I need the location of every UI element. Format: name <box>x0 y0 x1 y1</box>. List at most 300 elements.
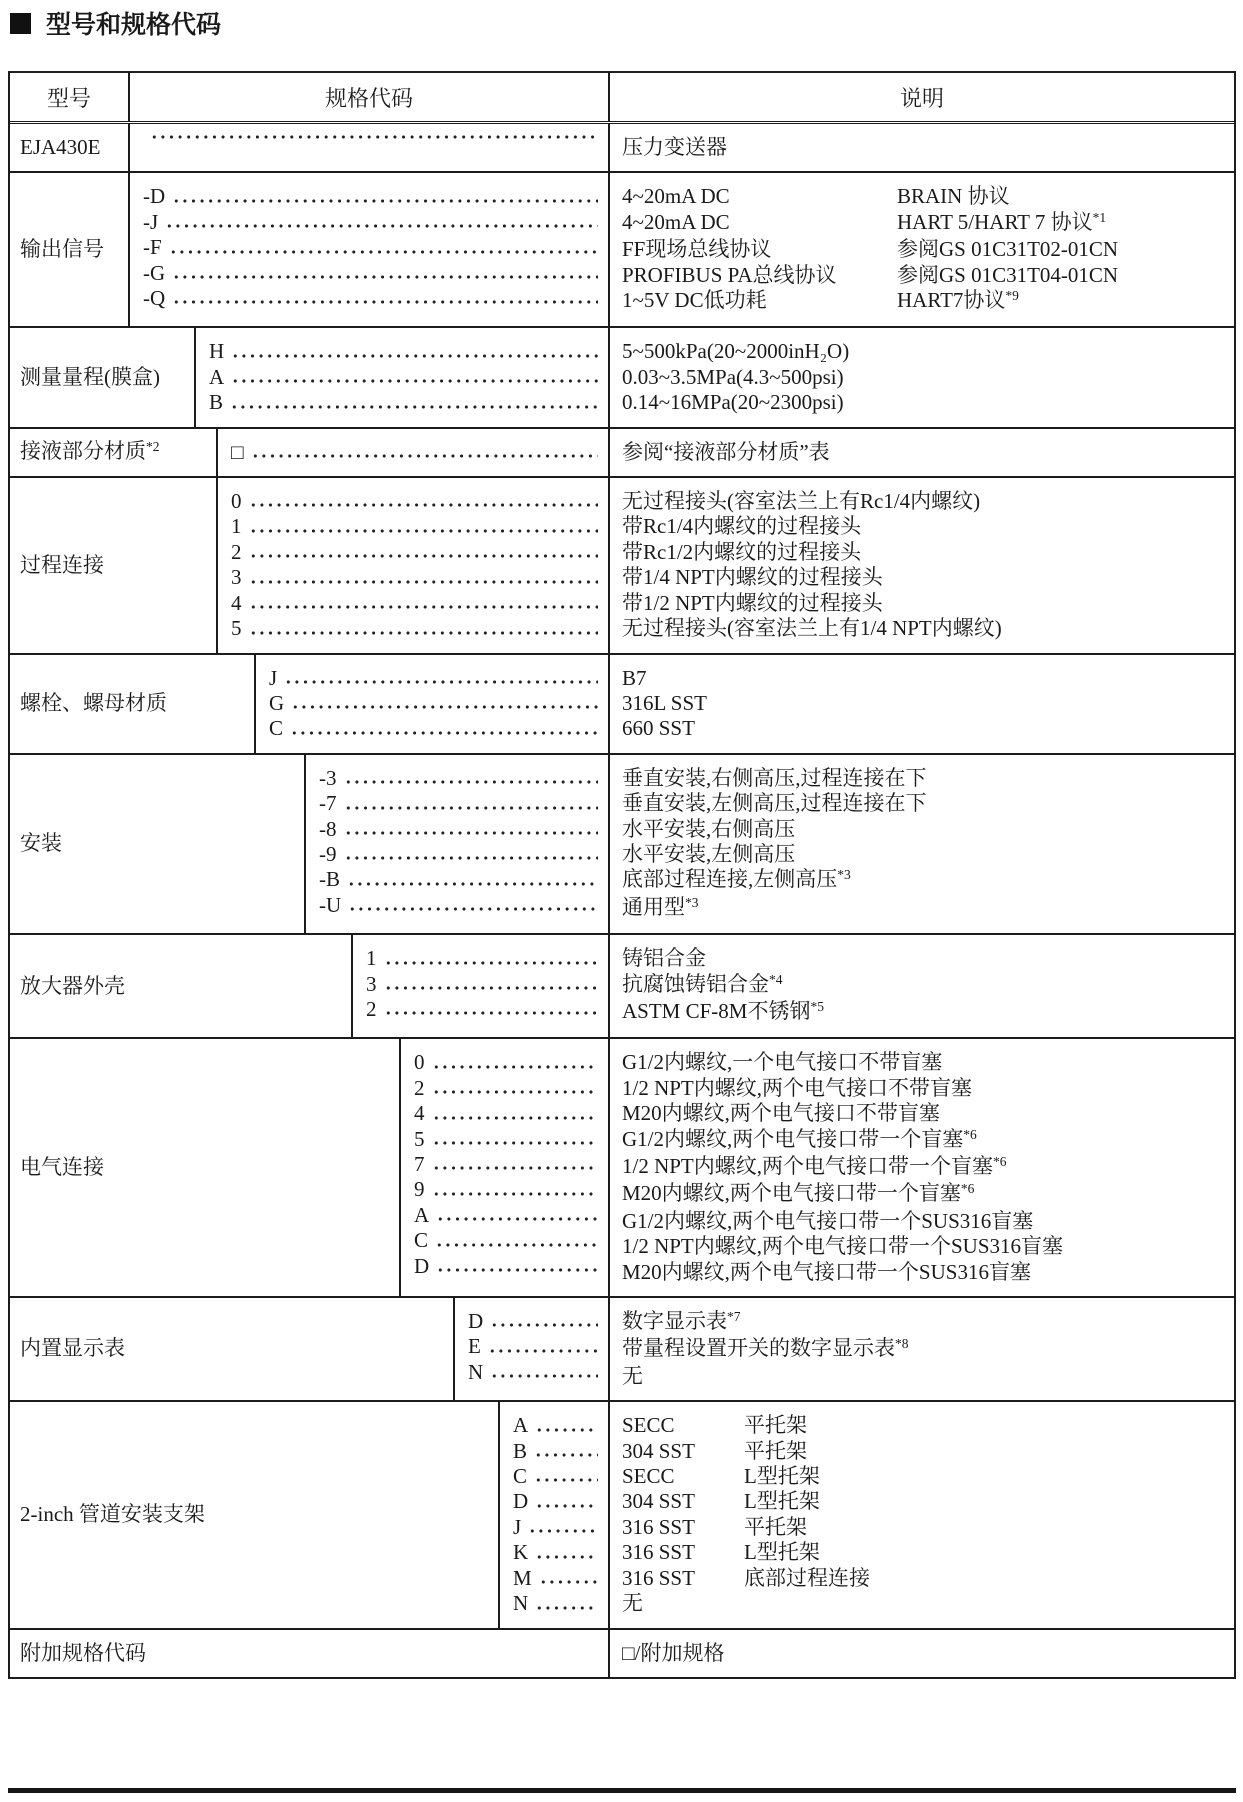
footnote-superscript: *6 <box>993 1154 1007 1169</box>
leader-dots <box>432 1116 599 1120</box>
description-line <box>622 1076 1226 1101</box>
leader-dots <box>249 580 599 584</box>
leader-dots <box>249 631 599 635</box>
code-line <box>231 514 600 539</box>
code-line <box>231 489 600 514</box>
description-secondary-text: 平托架 <box>744 1514 807 1539</box>
description-line <box>622 1413 1226 1438</box>
code-line <box>209 339 600 364</box>
code-line <box>366 946 600 971</box>
description-text: G1/2内螺纹,两个电气接口带一个盲塞 <box>622 1126 964 1151</box>
description-line <box>622 716 1226 741</box>
code-line <box>269 691 600 716</box>
row-label-cell <box>10 1039 401 1296</box>
description-line <box>622 263 1226 288</box>
code-line <box>143 135 600 146</box>
table-row <box>10 124 1234 173</box>
description-line <box>622 817 1226 842</box>
code-value: A <box>414 1202 430 1227</box>
code-line <box>231 440 600 465</box>
description-text: 304 SST <box>622 1438 695 1463</box>
code-value: -7 <box>319 791 337 816</box>
row-label-cell <box>10 755 306 933</box>
description-text: SECC <box>622 1464 675 1489</box>
description-text: 0.03~3.5MPa(4.3~500psi) <box>622 364 844 389</box>
leader-dots <box>231 354 598 358</box>
row-label-cell <box>10 478 218 652</box>
leader-dots <box>347 882 598 886</box>
description-line <box>622 390 1226 415</box>
description-text: 抗腐蚀铸铝合金 <box>622 971 769 996</box>
code-value: 3 <box>231 565 242 590</box>
code-value: 4 <box>231 590 242 615</box>
description-secondary-text: 底部过程连接 <box>744 1565 870 1590</box>
leader-dots <box>535 1555 598 1559</box>
code-line <box>231 540 600 565</box>
code-line <box>513 1464 600 1489</box>
leader-dots <box>172 300 598 304</box>
description-secondary-text: HART7协议 <box>897 288 1006 313</box>
code-line <box>319 766 600 791</box>
description-text: 数字显示表 <box>622 1309 727 1334</box>
description-secondary-text: 平托架 <box>744 1413 807 1438</box>
code-line <box>269 666 600 691</box>
code-line <box>513 1489 600 1514</box>
description-secondary-text: L型托架 <box>744 1464 820 1489</box>
table-header-row <box>10 73 1234 124</box>
footnote-superscript: *4 <box>769 971 783 987</box>
suffix-code-cell <box>218 478 610 652</box>
leader-dots <box>169 250 598 254</box>
code-value: 4 <box>414 1101 425 1126</box>
code-value: M <box>513 1565 532 1590</box>
row-label <box>20 1336 125 1361</box>
table-row <box>10 173 1234 328</box>
description-text: FF现场总线协议 <box>622 237 772 262</box>
description-secondary-text: 平托架 <box>744 1438 807 1463</box>
code-value: 7 <box>414 1152 425 1176</box>
row-label <box>20 1502 205 1527</box>
row-label <box>20 1641 146 1666</box>
bottom-rule <box>8 1788 1236 1793</box>
code-line <box>319 842 600 867</box>
description-cell <box>610 478 1234 652</box>
code-value: J <box>513 1514 522 1539</box>
code-value: C <box>269 716 284 741</box>
description-text: 1~5V DC低功耗 <box>622 288 767 313</box>
description-line <box>622 339 1226 364</box>
row-label-cell <box>10 1630 610 1677</box>
code-value: D <box>414 1253 430 1278</box>
description-line <box>622 999 1226 1026</box>
description-text: □/附加规格 <box>622 1640 725 1665</box>
table-row <box>10 755 1234 935</box>
code-value: N <box>513 1591 529 1616</box>
description-cell <box>610 1630 1234 1677</box>
description-line <box>622 1181 1226 1208</box>
code-line <box>513 1566 600 1591</box>
description-line <box>622 616 1226 641</box>
description-text: 无过程接头(容室法兰上有1/4 NPT内螺纹) <box>622 616 1002 641</box>
table-row <box>10 1039 1234 1298</box>
leader-dots <box>251 454 598 458</box>
description-line <box>622 1515 1226 1540</box>
code-value: -Q <box>143 286 166 311</box>
code-line <box>414 1203 600 1228</box>
leader-dots <box>384 986 599 990</box>
row-label <box>20 135 101 160</box>
table-header-description: 说明 <box>899 85 944 111</box>
description-line <box>622 1439 1226 1464</box>
code-value: A <box>513 1413 529 1438</box>
code-value: 5 <box>231 616 242 641</box>
table-row <box>10 935 1234 1039</box>
description-line <box>622 237 1226 262</box>
description-text: 通用型 <box>622 894 685 919</box>
code-line <box>231 565 600 590</box>
section-bullet-square <box>10 13 31 34</box>
suffix-code-cell <box>130 173 610 326</box>
row-label-text: EJA430E <box>20 135 101 159</box>
description-line <box>622 1209 1226 1234</box>
description-cell <box>610 1298 1234 1400</box>
description-line <box>622 365 1226 390</box>
code-value: B <box>209 390 224 415</box>
footnote-superscript: *8 <box>895 1336 909 1352</box>
code-value: -D <box>143 184 166 209</box>
code-value: 0 <box>231 489 242 514</box>
description-cell <box>610 124 1234 171</box>
description-line <box>622 867 1226 894</box>
footnote-superscript: *9 <box>1005 288 1019 304</box>
leader-dots <box>249 503 599 507</box>
leader-dots <box>249 605 599 609</box>
description-line <box>622 766 1226 791</box>
description-line <box>622 1336 1226 1363</box>
leader-dots <box>488 1349 598 1353</box>
description-secondary-text: L型托架 <box>744 1489 820 1514</box>
description-line <box>622 1260 1226 1285</box>
row-label <box>20 553 104 578</box>
leader-dots <box>384 961 599 965</box>
code-line <box>513 1591 600 1616</box>
footnote-superscript: *6 <box>960 1181 975 1197</box>
table-header-suffix-code: 规格代码 <box>130 73 610 121</box>
row-label-text: 测量量程(膜盒) <box>20 364 160 389</box>
description-text: 316 SST <box>622 1514 695 1539</box>
description-line <box>622 1540 1226 1565</box>
code-value: G <box>269 690 285 715</box>
leader-dots <box>535 1428 598 1432</box>
description-text: 316 SST <box>622 1565 695 1590</box>
description-line <box>622 565 1226 590</box>
description-text: G1/2内螺纹,两个电气接口带一个SUS316盲塞 <box>622 1208 1034 1233</box>
row-label-text: 输出信号 <box>20 237 104 262</box>
suffix-code-cell <box>130 124 610 171</box>
code-line <box>366 972 600 997</box>
description-line <box>622 946 1226 971</box>
description-line <box>622 1101 1226 1126</box>
code-value: H <box>209 339 225 364</box>
row-label <box>20 365 160 390</box>
description-text: 铸铝合金 <box>622 946 706 971</box>
description-text: 带1/4 NPT内螺纹的过程接头 <box>622 565 883 590</box>
description-line <box>622 440 1226 465</box>
code-value: □ <box>231 439 244 464</box>
description-text: 4~20mA DC <box>622 184 730 209</box>
description-cell <box>610 935 1234 1037</box>
description-cell <box>610 173 1234 326</box>
description-line <box>622 895 1226 922</box>
code-line <box>319 817 600 842</box>
code-value: -J <box>143 209 159 234</box>
leader-dots <box>344 780 599 784</box>
description-text: B7 <box>622 665 647 690</box>
description-text: 带量程设置开关的数字显示表 <box>622 1336 895 1361</box>
table-row <box>10 429 1234 478</box>
leader-dots <box>284 680 598 684</box>
description-text: M20内螺纹,两个电气接口带一个盲塞 <box>622 1181 961 1206</box>
leader-dots <box>165 224 598 228</box>
description-text: M20内螺纹,两个电气接口不带盲塞 <box>622 1101 940 1126</box>
description-line <box>622 1566 1226 1591</box>
row-label <box>20 237 104 262</box>
description-secondary-text: HART 5/HART 7 协议 <box>897 209 1093 234</box>
leader-dots <box>432 1090 599 1094</box>
code-value: D <box>468 1309 484 1334</box>
leader-dots <box>490 1374 598 1378</box>
code-value: 2 <box>366 996 377 1021</box>
code-value: 1 <box>366 946 377 971</box>
code-value: 1 <box>231 514 242 539</box>
code-line <box>513 1413 600 1438</box>
code-line <box>414 1254 600 1279</box>
description-cell <box>610 1402 1234 1627</box>
row-label-text: 放大器外壳 <box>20 973 125 998</box>
leader-dots <box>344 856 599 860</box>
description-cell <box>610 655 1234 753</box>
description-line <box>622 842 1226 867</box>
description-text: 无过程接头(容室法兰上有Rc1/4内螺纹) <box>622 489 981 514</box>
suffix-code-cell <box>455 1298 610 1400</box>
footnote-superscript: *5 <box>810 998 824 1014</box>
code-line <box>414 1152 600 1177</box>
leader-dots <box>291 705 598 709</box>
code-value: A <box>209 364 225 389</box>
code-line <box>414 1101 600 1126</box>
leader-dots <box>172 275 598 279</box>
description-text: 压力变送器 <box>622 135 727 159</box>
table-row <box>10 1402 1234 1629</box>
row-label-cell <box>10 655 256 753</box>
description-line <box>622 540 1226 565</box>
leader-dots <box>432 1166 599 1170</box>
code-line <box>143 235 600 260</box>
footnote-superscript: *2 <box>146 438 160 454</box>
code-value: 9 <box>414 1177 425 1202</box>
description-line <box>622 184 1226 209</box>
suffix-code-cell <box>256 655 610 753</box>
suffix-code-cell <box>353 935 610 1037</box>
leader-dots <box>528 1529 598 1533</box>
row-label-text: 过程连接 <box>20 552 104 577</box>
description-line <box>622 1234 1226 1259</box>
suffix-code-cell <box>196 328 610 426</box>
description-secondary-text: 参阅GS 01C31T04-01CN <box>897 262 1119 287</box>
footnote-superscript: *7 <box>727 1309 741 1325</box>
description-text: 316L SST <box>622 690 707 715</box>
row-label-cell <box>10 173 130 326</box>
row-label-text: 接液部分材质 <box>20 438 146 463</box>
code-line <box>414 1177 600 1202</box>
code-line <box>319 791 600 816</box>
code-line <box>319 893 600 918</box>
description-line <box>622 489 1226 514</box>
leader-dots <box>384 1011 599 1015</box>
description-text: 1/2 NPT内螺纹,两个电气接口不带盲塞 <box>622 1075 973 1100</box>
row-label-text: 电气连接 <box>20 1155 104 1179</box>
leader-dots <box>432 1065 599 1069</box>
description-text: 660 SST <box>622 716 695 741</box>
description-text: 316 SST <box>622 1540 695 1565</box>
description-line <box>622 1154 1226 1181</box>
code-line <box>414 1076 600 1101</box>
description-line <box>622 1364 1226 1389</box>
code-line <box>468 1334 600 1359</box>
code-value: N <box>468 1359 484 1384</box>
code-line <box>414 1127 600 1152</box>
code-line <box>269 716 600 741</box>
description-text: 带Rc1/4内螺纹的过程接头 <box>622 514 862 539</box>
description-text: 5~500kPa(20~2000inH₂O) <box>622 339 850 364</box>
row-label-text: 螺栓、螺母材质 <box>20 690 167 715</box>
description-line <box>622 691 1226 716</box>
code-line <box>319 867 600 892</box>
code-value: C <box>513 1464 528 1489</box>
description-line <box>622 210 1226 237</box>
code-value: -G <box>143 260 166 285</box>
description-text: 无 <box>622 1591 643 1616</box>
leader-dots <box>534 1453 598 1457</box>
code-value: -9 <box>319 841 337 866</box>
description-text: 304 SST <box>622 1489 695 1514</box>
description-line <box>622 1464 1226 1489</box>
leader-dots <box>230 405 598 409</box>
description-secondary-text: BRAIN 协议 <box>897 184 1010 209</box>
table-row <box>10 328 1234 428</box>
leader-dots <box>534 1478 598 1482</box>
row-label-cell <box>10 124 130 171</box>
code-value: -3 <box>319 765 337 790</box>
description-line <box>622 1641 1226 1666</box>
leader-dots <box>290 731 598 735</box>
table-row <box>10 1630 1234 1677</box>
row-label <box>20 974 125 999</box>
code-value: -U <box>319 892 342 917</box>
description-text: 垂直安装,左侧高压,过程连接在下 <box>622 791 927 816</box>
row-label <box>20 439 160 466</box>
description-line <box>622 1127 1226 1154</box>
description-text: G1/2内螺纹,一个电气接口不带盲塞 <box>622 1050 943 1075</box>
code-value: D <box>513 1489 529 1514</box>
code-value: 5 <box>414 1126 425 1151</box>
code-value: B <box>513 1438 528 1463</box>
table-row <box>10 1298 1234 1402</box>
page-title: 型号和规格代码 <box>46 11 222 39</box>
description-line <box>622 1050 1226 1075</box>
code-value: 0 <box>414 1050 425 1075</box>
description-line <box>622 591 1226 616</box>
code-line <box>209 390 600 415</box>
leader-dots <box>344 831 599 835</box>
leader-dots <box>249 529 599 533</box>
section-title <box>10 5 221 41</box>
description-line <box>622 288 1226 315</box>
code-value: C <box>414 1228 429 1253</box>
description-line <box>622 972 1226 999</box>
code-line <box>231 616 600 641</box>
footnote-superscript: *6 <box>963 1126 977 1142</box>
code-line <box>414 1228 600 1253</box>
code-value: 2 <box>414 1075 425 1100</box>
description-text: PROFIBUS PA总线协议 <box>622 262 837 287</box>
description-line <box>622 1309 1226 1336</box>
description-line <box>622 666 1226 691</box>
leader-dots <box>432 1192 599 1196</box>
description-text: ASTM CF-8M不锈钢 <box>622 998 811 1023</box>
leader-dots <box>432 1141 599 1145</box>
description-text: 垂直安装,右侧高压,过程连接在下 <box>622 765 927 790</box>
description-text: 水平安装,右侧高压 <box>622 816 796 841</box>
leader-dots <box>231 379 598 383</box>
row-label-cell <box>10 1298 455 1400</box>
description-cell <box>610 328 1234 426</box>
leader-dots <box>539 1580 598 1584</box>
code-line <box>513 1540 600 1565</box>
row-label-cell <box>10 328 196 426</box>
code-value: -F <box>143 235 162 260</box>
footnote-superscript: *3 <box>685 894 699 910</box>
description-line <box>622 514 1226 539</box>
description-text: M20内螺纹,两个电气接口带一个SUS316盲塞 <box>622 1259 1031 1284</box>
description-secondary-text: L型托架 <box>744 1540 820 1565</box>
row-label-text: 附加规格代码 <box>20 1640 146 1665</box>
description-line <box>622 791 1226 816</box>
code-line <box>231 591 600 616</box>
table-header-model: 型号 <box>10 73 130 121</box>
description-text: 底部过程连接,左侧高压 <box>622 867 838 892</box>
leader-dots <box>535 1606 598 1610</box>
code-line <box>366 997 600 1022</box>
code-value: E <box>468 1334 481 1359</box>
code-line <box>468 1360 600 1385</box>
code-value: K <box>513 1540 529 1565</box>
table-row <box>10 478 1234 654</box>
footnote-superscript: *3 <box>837 867 851 883</box>
table-row <box>10 655 1234 755</box>
description-text: 无 <box>622 1363 643 1388</box>
code-value: -8 <box>319 816 337 841</box>
suffix-code-cell <box>500 1402 610 1627</box>
description-text: 带Rc1/2内螺纹的过程接头 <box>622 539 862 564</box>
leader-dots <box>436 1217 598 1221</box>
description-text: 0.14~16MPa(20~2300psi) <box>622 390 844 415</box>
leader-dots <box>150 135 598 139</box>
description-text: 4~20mA DC <box>622 209 730 234</box>
model-code-table <box>8 71 1236 1679</box>
description-text: 1/2 NPT内螺纹,两个电气接口带一个SUS316盲塞 <box>622 1234 1064 1259</box>
description-line <box>622 1489 1226 1514</box>
